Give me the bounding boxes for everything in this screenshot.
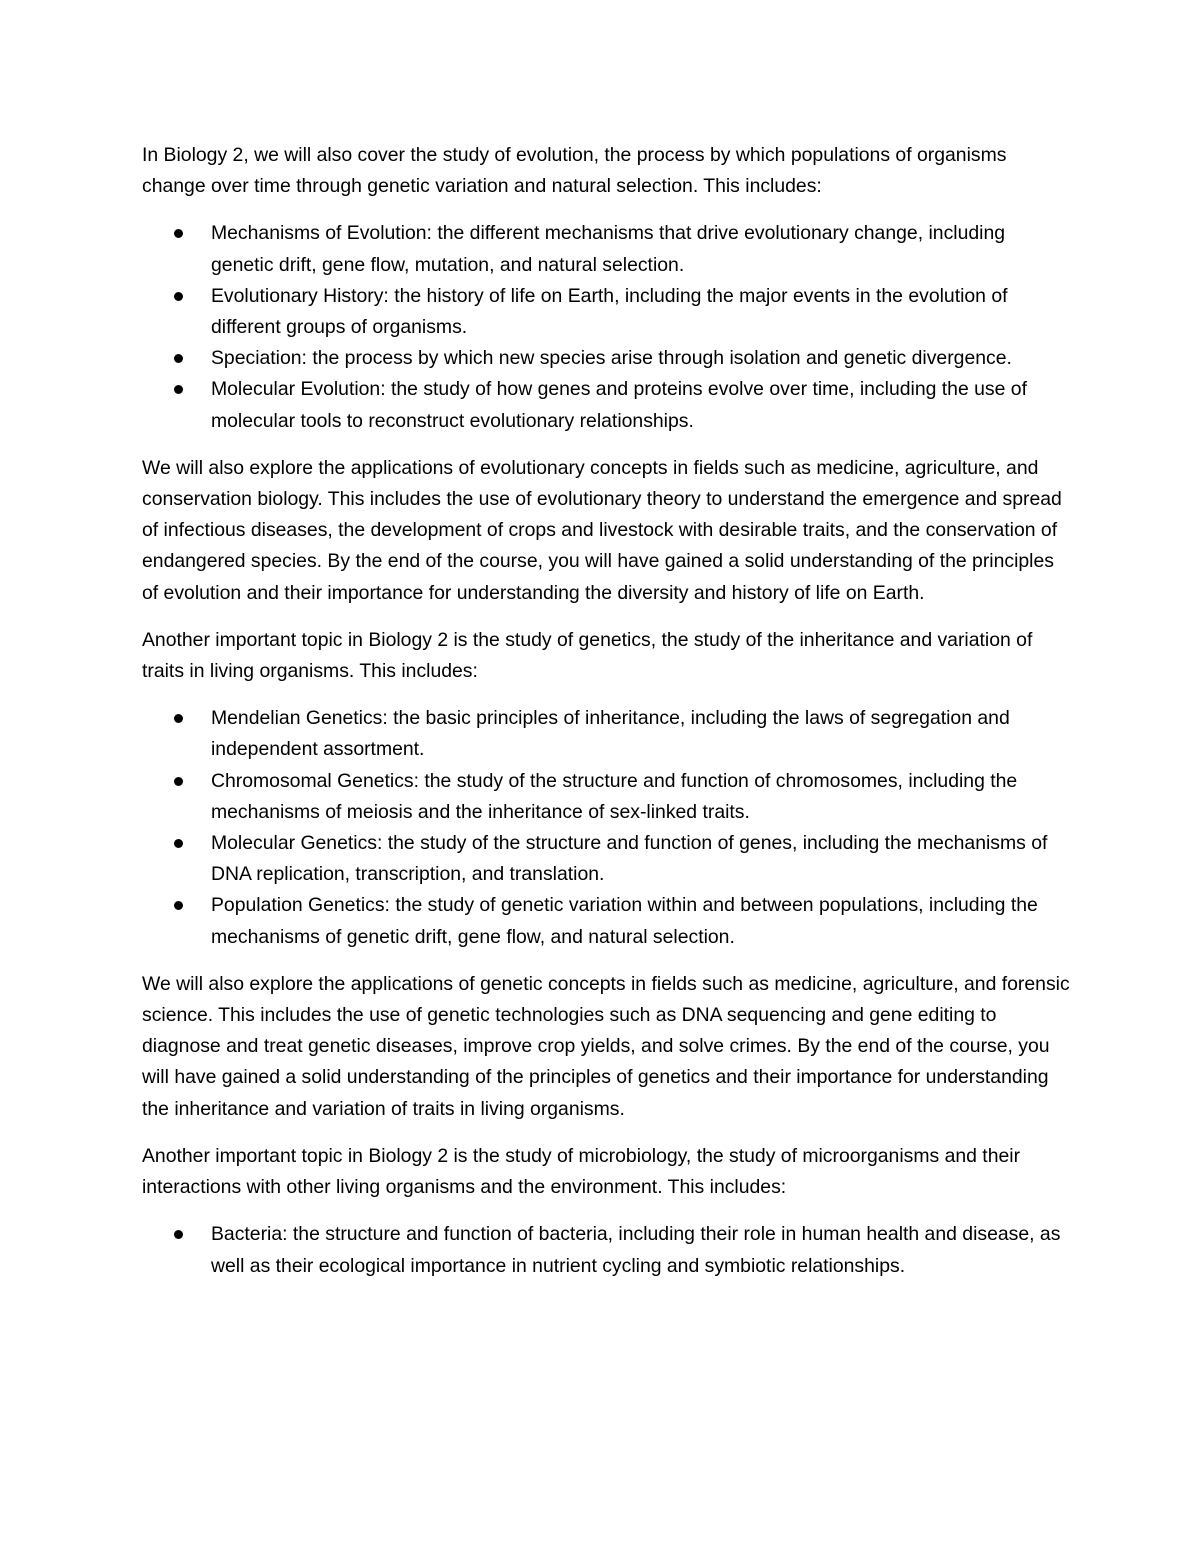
evolution-topics-list [142,218,1072,436]
bullet-icon [174,839,183,848]
list-item-text: Population Genetics: the study of genetic variation within and between populations, including the mechanisms of genetic drift, gene flow, and natural selection. [211,894,1038,948]
list-item [142,828,1072,890]
microbiology-topics-list [142,1219,1072,1281]
evolution-applications-paragraph: We will also explore the applications of evolutionary concepts in fields such as medicine, agriculture, and conservation biology. This includes the use of evolutionary theory to understand the emergence and spread of infectious diseases, the development of crops and livestock with desirable traits, and the conservation of endangered species. By the end of the course, you will have gained a solid understanding of the principles of evolution and their importance for understanding the diversity and history of life on Earth. [142,456,1062,604]
list-item [142,281,1072,343]
list-item [142,1219,1072,1281]
genetics-topics-list [142,703,1072,953]
list-item-text: Speciation: the process by which new species arise through isolation and genetic divergence. [211,347,1012,370]
list-item [142,343,1072,374]
microbiology-intro-paragraph: Another important topic in Biology 2 is the study of microbiology, the study of microorganisms and their interactions with other living organisms and the environment. This includes: [142,1144,1021,1199]
bullet-icon [174,292,183,301]
bullet-icon [174,714,183,723]
list-item-text: Mendelian Genetics: the basic principles of inheritance, including the laws of segregation and independent assortment. [211,707,1010,761]
genetics-applications-paragraph: We will also explore the applications of genetic concepts in fields such as medicine, agriculture, and forensic science. This includes the use of genetic technologies such as DNA sequencing and gene editing to diagnose and treat genetic diseases, improve crop yields, and solve crimes. By the end of the course, you will have gained a solid understanding of the principles of genetics and their importance for understanding the inheritance and variation of traits in living organisms. [142,972,1070,1120]
list-item-text: Molecular Evolution: the study of how genes and proteins evolve over time, including the use of molecular tools to reconstruct evolutionary relationships. [211,378,1027,432]
genetics-intro-paragraph: Another important topic in Biology 2 is the study of genetics, the study of the inheritance and variation of traits in living organisms. This includes: [142,628,1033,683]
list-item [142,890,1072,952]
list-item [142,374,1072,436]
list-item-text: Evolutionary History: the history of life on Earth, including the major events in the evolution of different groups of organisms. [211,284,1008,339]
list-item [142,218,1072,280]
bullet-icon [174,777,183,786]
bullet-icon [174,901,183,910]
list-item [142,766,1072,828]
list-item-text: Bacteria: the structure and function of bacteria, including their role in human health and disease, as well as their ecological importance in nutrient cycling and symbiotic relationships. [211,1223,1061,1277]
bullet-icon [174,385,183,394]
list-item-text: Molecular Genetics: the study of the structure and function of genes, including the mechanisms of DNA replication, transcription, and translation. [211,832,1048,886]
bullet-icon [174,229,183,238]
list-item-text: Chromosomal Genetics: the study of the structure and function of chromosomes, including the mechanisms of meiosis and the inheritance of sex-linked traits. [211,769,1018,823]
bullet-icon [174,354,183,363]
list-item-text: Mechanisms of Evolution: the different mechanisms that drive evolutionary change, including genetic drift, gene flow, mutation, and natural selection. [211,222,1006,276]
document-page [142,140,1072,1298]
bullet-icon [174,1230,183,1239]
evolution-intro-paragraph: In Biology 2, we will also cover the study of evolution, the process by which populations of organisms change over time through genetic variation and natural selection. This includes: [142,144,1007,198]
list-item [142,703,1072,765]
